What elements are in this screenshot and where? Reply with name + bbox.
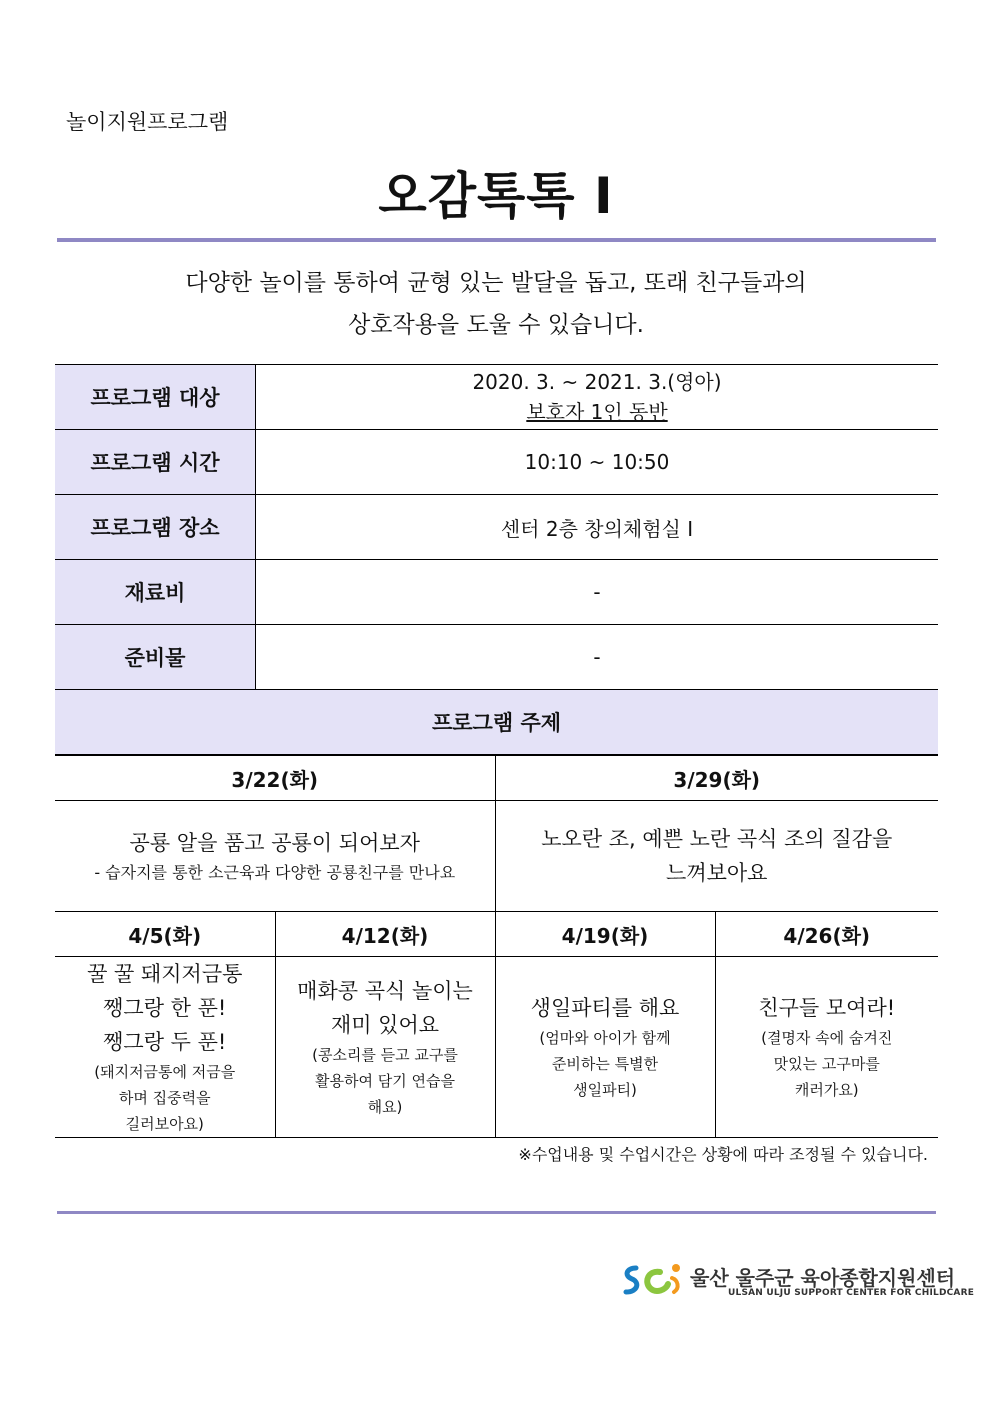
topic-desc: 준비하는 특별한 bbox=[551, 1055, 659, 1073]
schedule-note: ※수업내용 및 수업시간은 상황에 따라 조정될 수 있습니다. bbox=[518, 1145, 928, 1164]
session-topic bbox=[55, 957, 275, 1138]
session-topic bbox=[275, 957, 495, 1138]
info-label: 준비물 bbox=[55, 625, 256, 690]
topic-title: 재미 있어요 bbox=[330, 1013, 440, 1037]
target-age: 2020. 3. ~ 2021. 3.(영아) bbox=[472, 370, 722, 394]
session-topic bbox=[715, 957, 938, 1138]
topic-title: 쨍그랑 한 푼! bbox=[103, 996, 227, 1020]
intro-line-1: 다양한 놀이를 통하여 균형 있는 발달을 돕고, 또래 친구들과의 bbox=[185, 270, 807, 296]
program-info-table bbox=[55, 364, 938, 690]
theme-header: 프로그램 주제 bbox=[55, 690, 938, 755]
topic-title: 매화콩 곡식 놀이는 bbox=[297, 979, 473, 1003]
center-logo-icon bbox=[620, 1260, 684, 1302]
info-row-target bbox=[55, 365, 938, 430]
program-intro bbox=[0, 262, 992, 346]
topic-desc: 캐러가요) bbox=[794, 1081, 859, 1099]
info-row-supplies bbox=[55, 625, 938, 690]
topic-desc: 생일파티) bbox=[573, 1081, 637, 1099]
topic-desc: 하며 집중력을 bbox=[118, 1089, 211, 1107]
info-label: 프로그램 시간 bbox=[55, 430, 256, 495]
topic-desc: 길러보아요) bbox=[125, 1115, 204, 1133]
bottom-divider bbox=[57, 1211, 936, 1214]
topic-title: 친구들 모여라! bbox=[758, 996, 896, 1020]
schedule-topics-top bbox=[55, 801, 938, 912]
topic-desc: (콩소리를 듣고 교구를 bbox=[312, 1046, 458, 1064]
info-label: 프로그램 대상 bbox=[55, 365, 256, 430]
info-label: 재료비 bbox=[55, 560, 256, 625]
topic-desc: 해요) bbox=[367, 1098, 403, 1116]
session-date: 3/22(화) bbox=[55, 756, 495, 801]
schedule-table bbox=[55, 755, 938, 1138]
info-label: 프로그램 장소 bbox=[55, 495, 256, 560]
target-guardian: 보호자 1인 동반 bbox=[526, 400, 668, 424]
session-topic bbox=[495, 801, 938, 912]
center-logo bbox=[620, 1260, 975, 1302]
schedule-dates-top bbox=[55, 756, 938, 801]
session-date: 4/19(화) bbox=[495, 912, 715, 957]
center-name: 울산 울주군 육아종합지원센터 bbox=[690, 1266, 956, 1290]
session-topic bbox=[55, 801, 495, 912]
session-date: 4/5(화) bbox=[55, 912, 275, 957]
topic-title: 쨍그랑 두 푼! bbox=[103, 1030, 227, 1054]
topic-desc: 맛있는 고구마를 bbox=[773, 1055, 880, 1073]
topic-title: 노오란 조, 예쁜 노란 곡식 조의 질감을 bbox=[541, 827, 893, 851]
schedule-topics-bottom bbox=[55, 957, 938, 1138]
topic-desc: (결명자 속에 숨겨진 bbox=[761, 1029, 893, 1047]
topic-desc: - 습자지를 통한 소근육과 다양한 공룡친구를 만나요 bbox=[94, 863, 456, 882]
info-value: - bbox=[256, 560, 939, 625]
info-value: 10:10 ~ 10:50 bbox=[256, 430, 939, 495]
page-title: 오감톡톡 I bbox=[378, 167, 614, 225]
schedule-dates-bottom bbox=[55, 912, 938, 957]
topic-title-line-2: 느껴보아요 bbox=[666, 861, 768, 885]
session-date: 3/29(화) bbox=[495, 756, 938, 801]
topic-desc: 활용하여 담기 연습을 bbox=[315, 1072, 455, 1090]
topic-desc: (엄마와 아이가 함께 bbox=[539, 1029, 671, 1047]
intro-line-2: 상호작용을 도울 수 있습니다. bbox=[348, 312, 644, 338]
session-topic bbox=[495, 957, 715, 1138]
session-date: 4/26(화) bbox=[715, 912, 938, 957]
topic-title: 생일파티를 해요 bbox=[530, 996, 680, 1020]
info-value: 센터 2층 창의체험실 I bbox=[256, 495, 939, 560]
info-value: - bbox=[256, 625, 939, 690]
top-divider bbox=[57, 238, 936, 242]
topic-title: 꿀 꿀 돼지저금통 bbox=[87, 962, 243, 986]
topic-title: 공룡 알을 품고 공룡이 되어보자 bbox=[129, 831, 420, 855]
center-name-english: ULSAN ULJU SUPPORT CENTER FOR CHILDCARE bbox=[728, 1288, 975, 1298]
program-category: 놀이지원프로그램 bbox=[66, 110, 229, 134]
info-value bbox=[256, 365, 939, 430]
topic-desc: (돼지저금통에 저금을 bbox=[94, 1063, 236, 1081]
info-row-time bbox=[55, 430, 938, 495]
info-row-fee bbox=[55, 560, 938, 625]
info-row-place bbox=[55, 495, 938, 560]
session-date: 4/12(화) bbox=[275, 912, 495, 957]
